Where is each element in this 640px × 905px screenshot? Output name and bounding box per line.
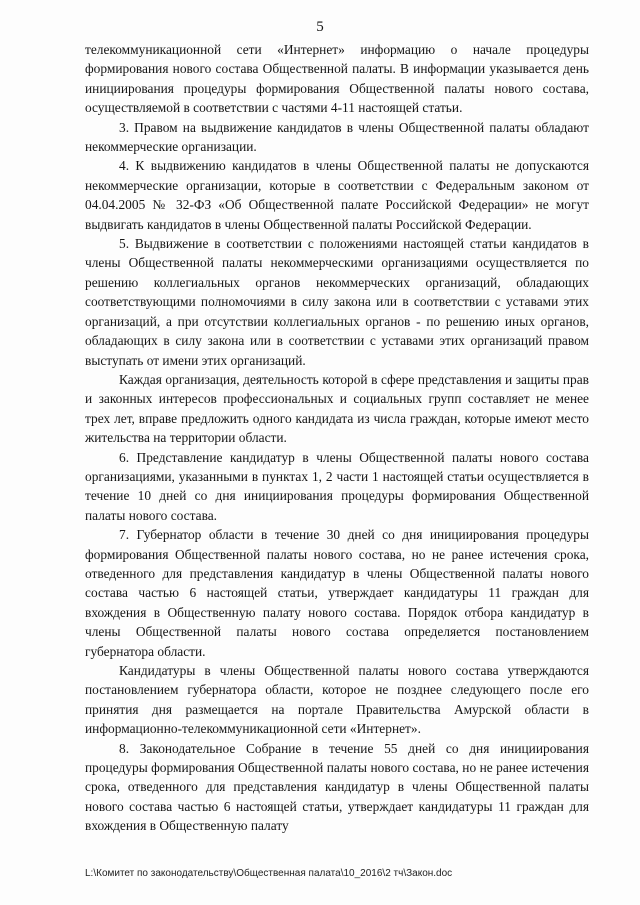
paragraph-organizations: Каждая организация, деятельность которой в сфере представления и защиты прав и законных интересов профессиональных и социальных групп составляет не менее трех лет, вправе предложить одного кандидата из числа граждан, которые имеют место жительства на территории области. — [85, 371, 589, 446]
paragraph-item-4: 4. К выдвижению кандидатов в члены Общественной палаты не допускаются некоммерческие организации, которые в соответствии с Федеральным законом от 04.04.2005 № 32-ФЗ «Об Общественной палате Российской Федерации» не могут выдвигать кандидатов в члены Общественной палаты Российской Федерации. — [85, 158, 589, 232]
paragraph-item-6: 6. Представление кандидатур в члены Общественной палаты нового состава организациями, указанными в пунктах 1, 2 части 1 настоящей статьи осуществляется в течение 10 дней со дня инициирования процедуры формирования Общественной палаты нового состава. — [85, 449, 589, 523]
paragraph-governor-approval: Кандидатуры в члены Общественной палаты нового состава утверждаются постановлением губернатора области, которое не позднее следующего после его принятия дня размещается на портале Правительства Амурской области в информационно-телекоммуникационной сети «Интернет». — [85, 663, 589, 737]
document-body — [85, 40, 589, 836]
paragraph-item-3: 3. Правом на выдвижение кандидатов в члены Общественной палаты обладают некоммерческие организации. — [85, 119, 589, 155]
paragraph-item-5: 5. Выдвижение в соответствии с положениями настоящей статьи кандидатов в члены Общественной палаты некоммерческими организациями осуществляется по решению коллегиальных органов некоммерческих организаций, обладающих соответствующими полномочиями в силу закона или в соответствии с уставами этих организаций, а при отсутствии коллегиальных органов - по решению иных органов, обладающих в силу закона или в соответствии с уставами этих организаций правом выступать от имени этих организаций. — [85, 236, 589, 368]
paragraph-item-8: 8. Законодательное Собрание в течение 55 дней со дня инициирования процедуры формирования Общественной палаты нового состава, но не ранее истечения срока, отведенного для представления кандидатур в члены Общественной палаты нового состава частью 6 настоящей статьи, утверждает кандидатуры 11 граждан для вхождения в Общественную палату — [85, 740, 589, 834]
paragraph-item-7: 7. Губернатор области в течение 30 дней со дня инициирования процедуры формирования Общественной палаты нового состава, но не ранее истечения срока, отведенного для представления кандидатур в члены Общественной палаты нового состава частью 6 настоящей статьи, утверждает кандидатуры 11 граждан для вхождения в Общественную палату нового состава. Порядок отбора кандидатур в члены Общественной палаты нового состава определяется постановлением губернатора области. — [85, 527, 589, 659]
page-number: 5 — [316, 19, 324, 35]
file-path-footer: L:\Комитет по законодательству\Общественная палата\10_2016\2 тч\Закон.doc — [85, 868, 453, 879]
paragraph-continuation: телекоммуникационной сети «Интернет» информацию о начале процедуры формирования нового состава Общественной палаты. В информации указывается день инициирования процедуры формирования Общественной палаты нового состава, осуществляемой в соответствии с частями 4-11 настоящей статьи. — [85, 42, 589, 116]
